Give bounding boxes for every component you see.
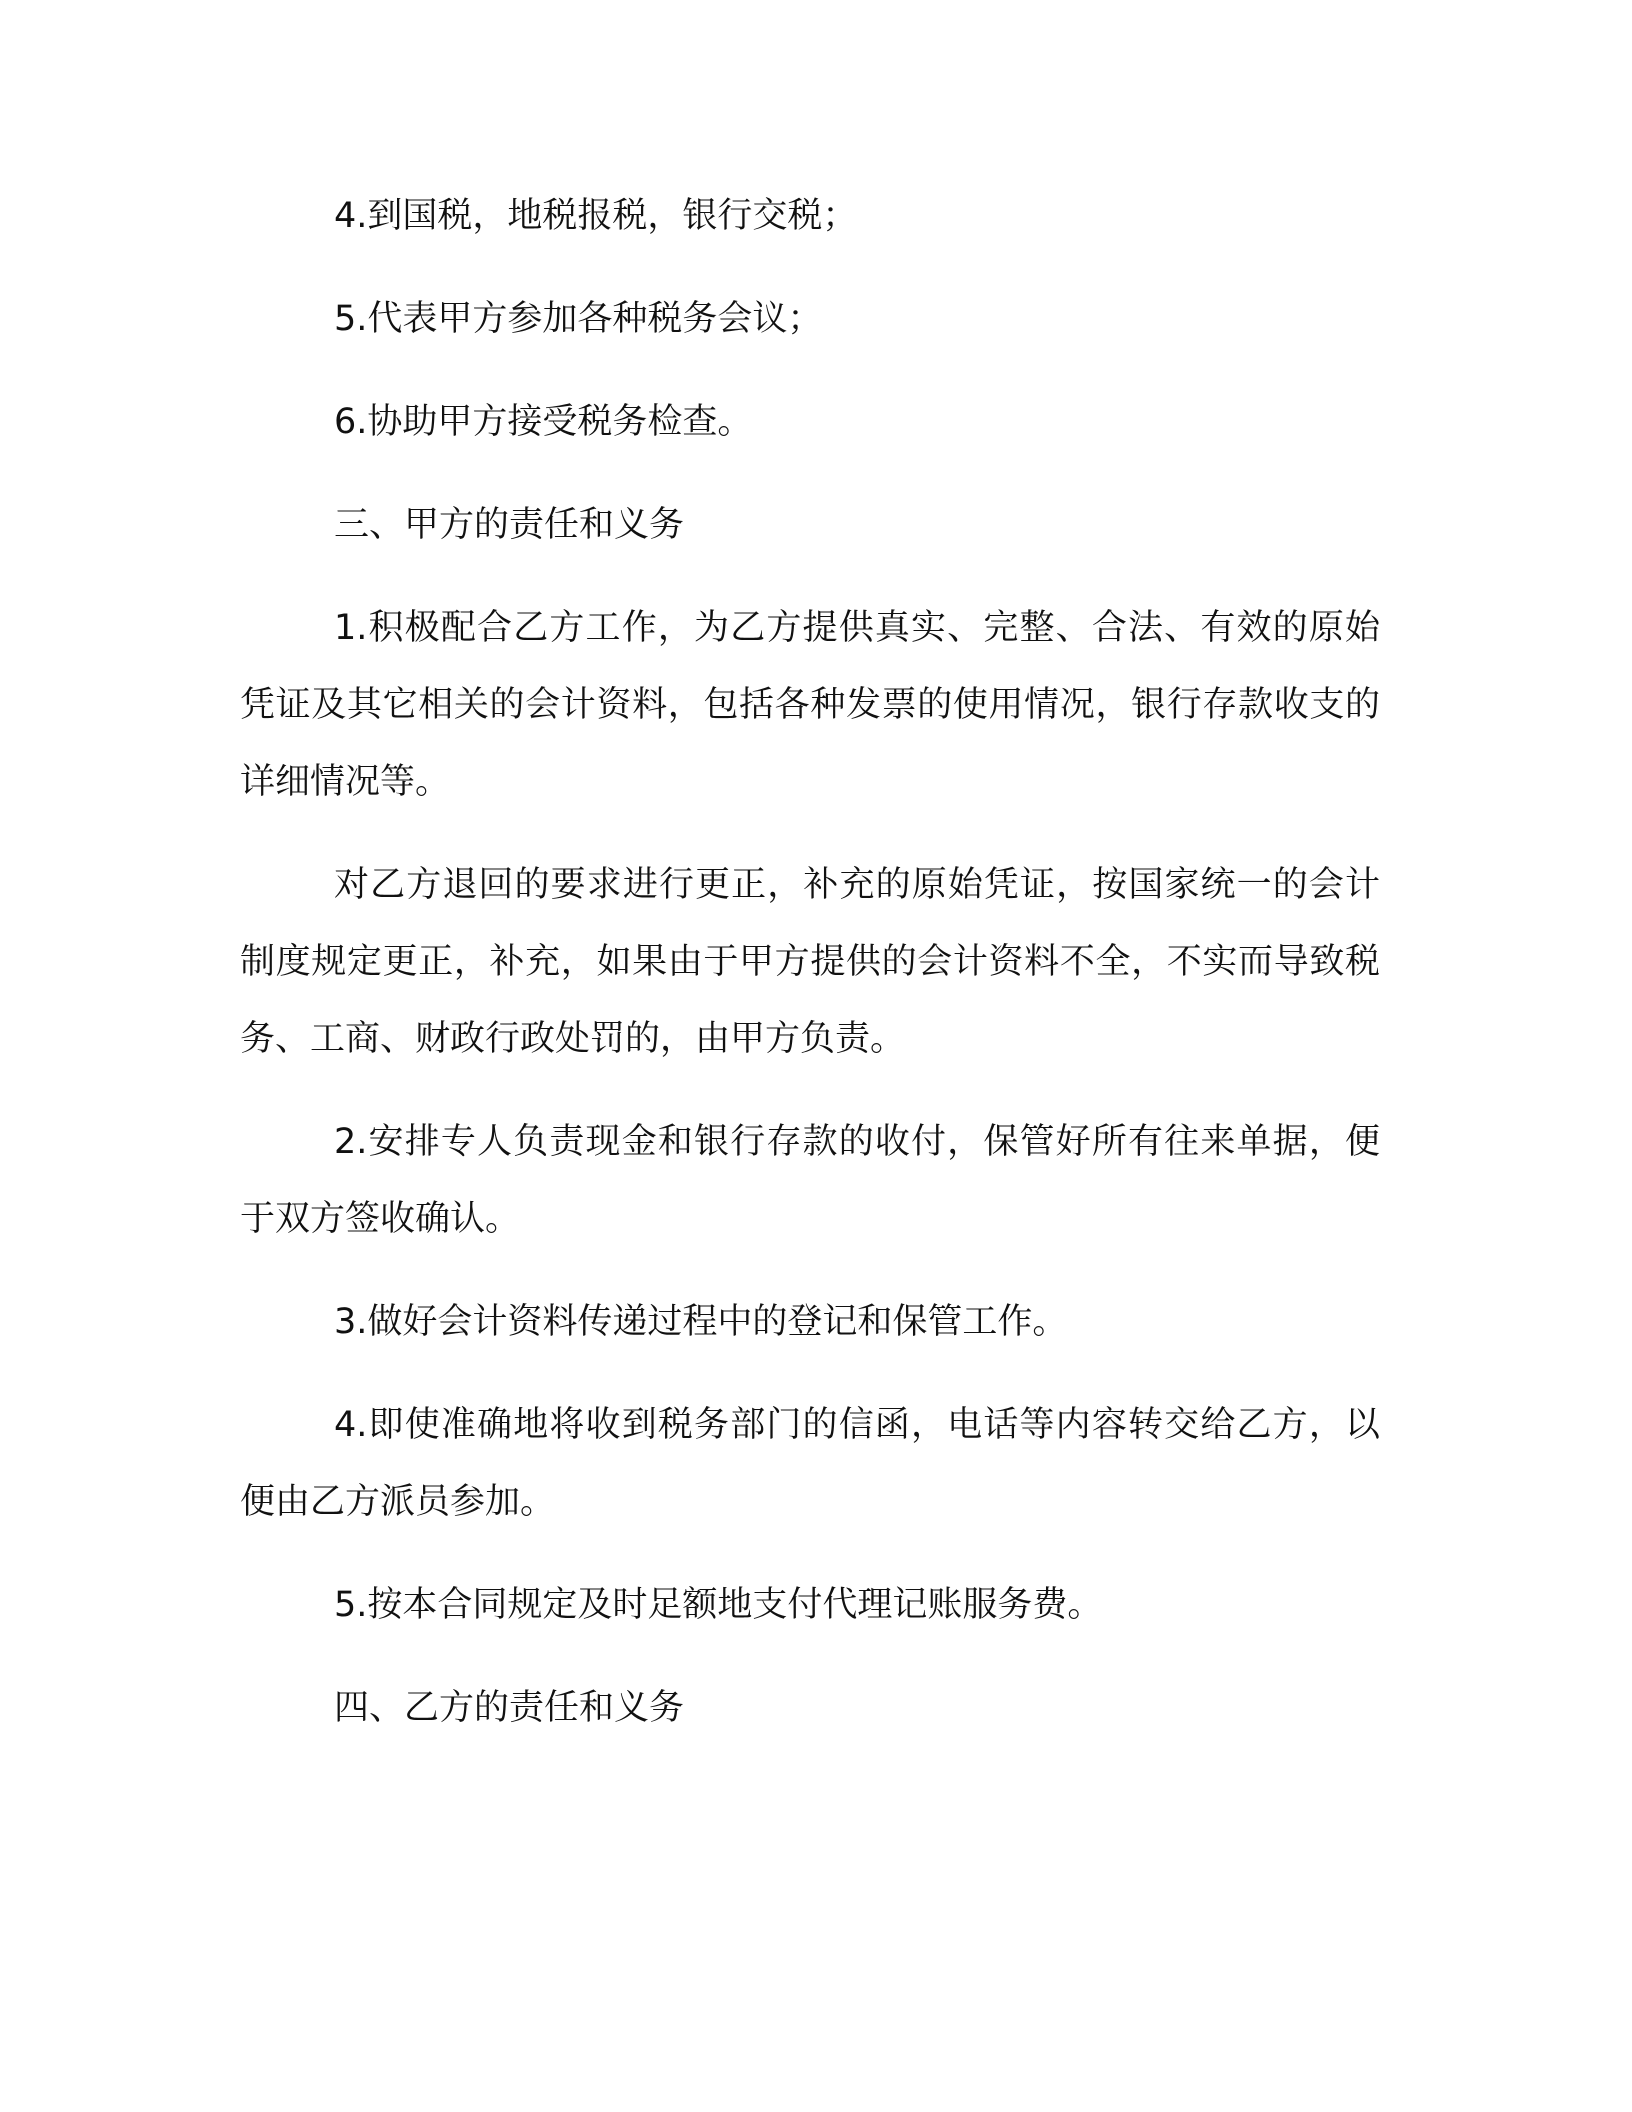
paragraph-party-a-item-4: 4.即使准确地将收到税务部门的信函，电话等内容转交给乙方，以便由乙方派员参加。: [240, 1405, 1380, 1522]
section-heading-party-b-duties: 四、乙方的责任和义务: [334, 1688, 685, 1728]
paragraph-item-5-tax-meetings: 5.代表甲方参加各种税务会议；: [334, 299, 823, 339]
paragraph-party-a-item-2: 2.安排专人负责现金和银行存款的收付，保管好所有往来单据，便于双方签收确认。: [240, 1122, 1380, 1239]
paragraph-corrections: 对乙方退回的要求进行更正，补充的原始凭证，按国家统一的会计制度规定更正，补充，如果由于甲方提供的会计资料不全，不实而导致税务、工商、财政行政处罚的，由甲方负责。: [240, 865, 1380, 1059]
paragraph-item-6-tax-inspection: 6.协助甲方接受税务检查。: [334, 402, 753, 442]
paragraph-party-a-item-3: 3.做好会计资料传递过程中的登记和保管工作。: [334, 1302, 1068, 1342]
paragraph-party-a-item-5: 5.按本合同规定及时足额地支付代理记账服务费。: [334, 1585, 1103, 1625]
paragraph-party-a-item-1: 1.积极配合乙方工作，为乙方提供真实、完整、合法、有效的原始凭证及其它相关的会计资料，包括各种发票的使用情况，银行存款收支的详细情况等。: [240, 608, 1380, 802]
section-heading-party-a-duties: 三、甲方的责任和义务: [334, 505, 685, 545]
document-body: [240, 178, 1380, 1773]
paragraph-item-4-tax-filing: 4.到国税，地税报税，银行交税；: [334, 196, 858, 236]
